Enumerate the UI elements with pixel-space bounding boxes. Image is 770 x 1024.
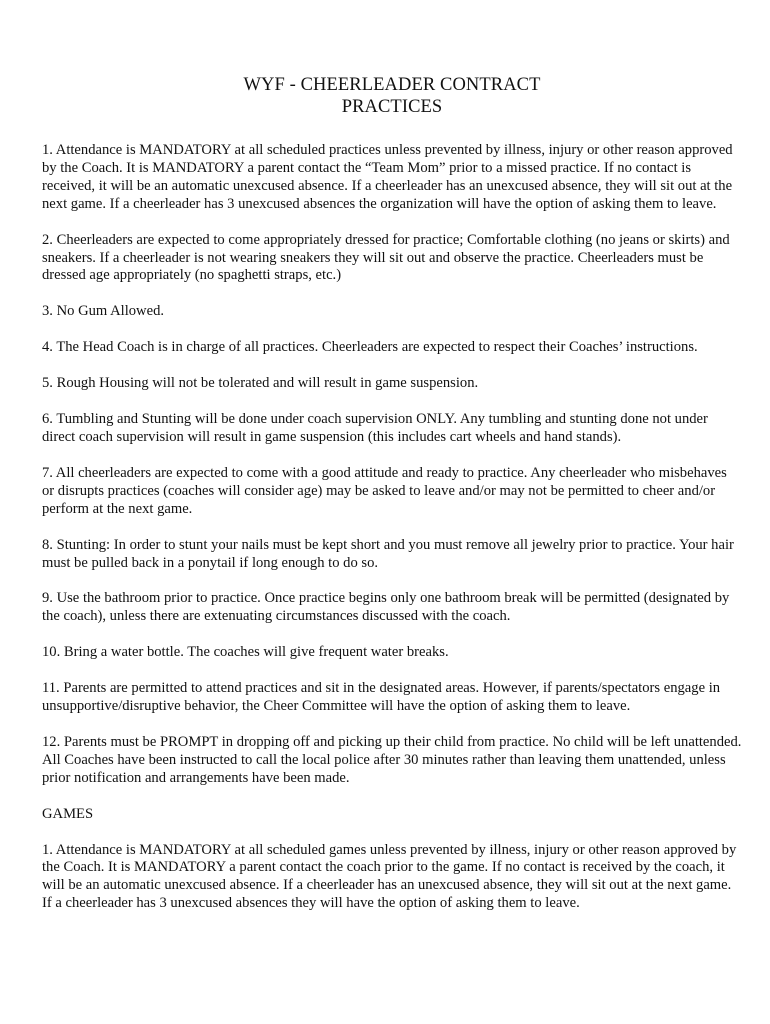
practice-rule-6: 6. Tumbling and Stunting will be done under coach supervision ONLY. Any tumbling and stunting done not under direct coach supervision will result in game suspension (this includes cart wheels and hand stands). xyxy=(42,411,708,445)
practice-rule-3: 3. No Gum Allowed. xyxy=(42,303,165,320)
title-line-1: WYF - CHEERLEADER CONTRACT xyxy=(243,75,541,95)
practice-rule-9: 9. Use the bathroom prior to practice. Once practice begins only one bathroom break will be permitted (designated by the coach), unless there are extenuating circumstances discussed with the coach. xyxy=(42,590,730,625)
title-line-2: PRACTICES xyxy=(341,97,443,117)
game-rule-1: 1. Attendance is MANDATORY at all scheduled games unless prevented by illness, injury or other reason approved by the Coach. It is MANDATORY a parent contact the coach prior to the game. If no contact is received by the coach, it will be an automatic unexcused absence. If a cheerleader has an unexcused absence, they will sit out at the next game. If a cheerleader has 3 unexcused absences they will have the option of asking them to leave. xyxy=(42,841,737,912)
practices-section xyxy=(42,142,742,788)
practice-rule-10: 10. Bring a water bottle. The coaches will give frequent water breaks. xyxy=(42,644,449,661)
practice-rule-12: 12. Parents must be PROMPT in dropping off and picking up their child from practice. No child will be left unattended. All Coaches have been instructed to call the local police after 30 minutes rather than leaving them unattended, unless prior notification and arrangements have been made. xyxy=(42,733,742,786)
document-page xyxy=(42,74,742,931)
practice-rule-5: 5. Rough Housing will not be tolerated and will result in game suspension. xyxy=(42,375,479,392)
practice-rule-1: 1. Attendance is MANDATORY at all scheduled practices unless prevented by illness, injury or other reason approved by the Coach. It is MANDATORY a parent contact the “Team Mom” prior to a missed practice. If no contact is received, it will be an automatic unexcused absence. If a cheerleader has an unexcused absence, they will sit out at the next game. If a cheerleader has 3 unexcused absences the organization will have the option of asking them to leave. xyxy=(42,142,733,212)
practice-rule-4: 4. The Head Coach is in charge of all practices. Cheerleaders are expected to respect their Coaches’ instructions. xyxy=(42,339,698,356)
games-heading: GAMES xyxy=(42,805,94,822)
practice-rule-2: 2. Cheerleaders are expected to come appropriately dressed for practice; Comfortable clothing (no jeans or skirts) and sneakers. If a cheerleader is not wearing sneakers they will sit out and observe the practice. Cheerleaders must be dressed age appropriately (no spaghetti straps, etc.) xyxy=(42,231,730,284)
practice-rule-11: 11. Parents are permitted to attend practices and sit in the designated areas. However, if parents/spectators engage in unsupportive/disruptive behavior, the Cheer Committee will have the option of asking them to leave. xyxy=(42,680,721,715)
practice-rule-8: 8. Stunting: In order to stunt your nails must be kept short and you must remove all jewelry prior to practice. Your hair must be pulled back in a ponytail if long enough to do so. xyxy=(42,536,734,571)
document-title xyxy=(42,74,742,118)
practice-rule-7: 7. All cheerleaders are expected to come with a good attitude and ready to practice. Any cheerleader who misbehaves or disrupts practices (coaches will consider age) may be asked to leave and/or may not be permitted to cheer and/or perform at the next game. xyxy=(42,464,727,517)
games-section xyxy=(42,842,742,914)
